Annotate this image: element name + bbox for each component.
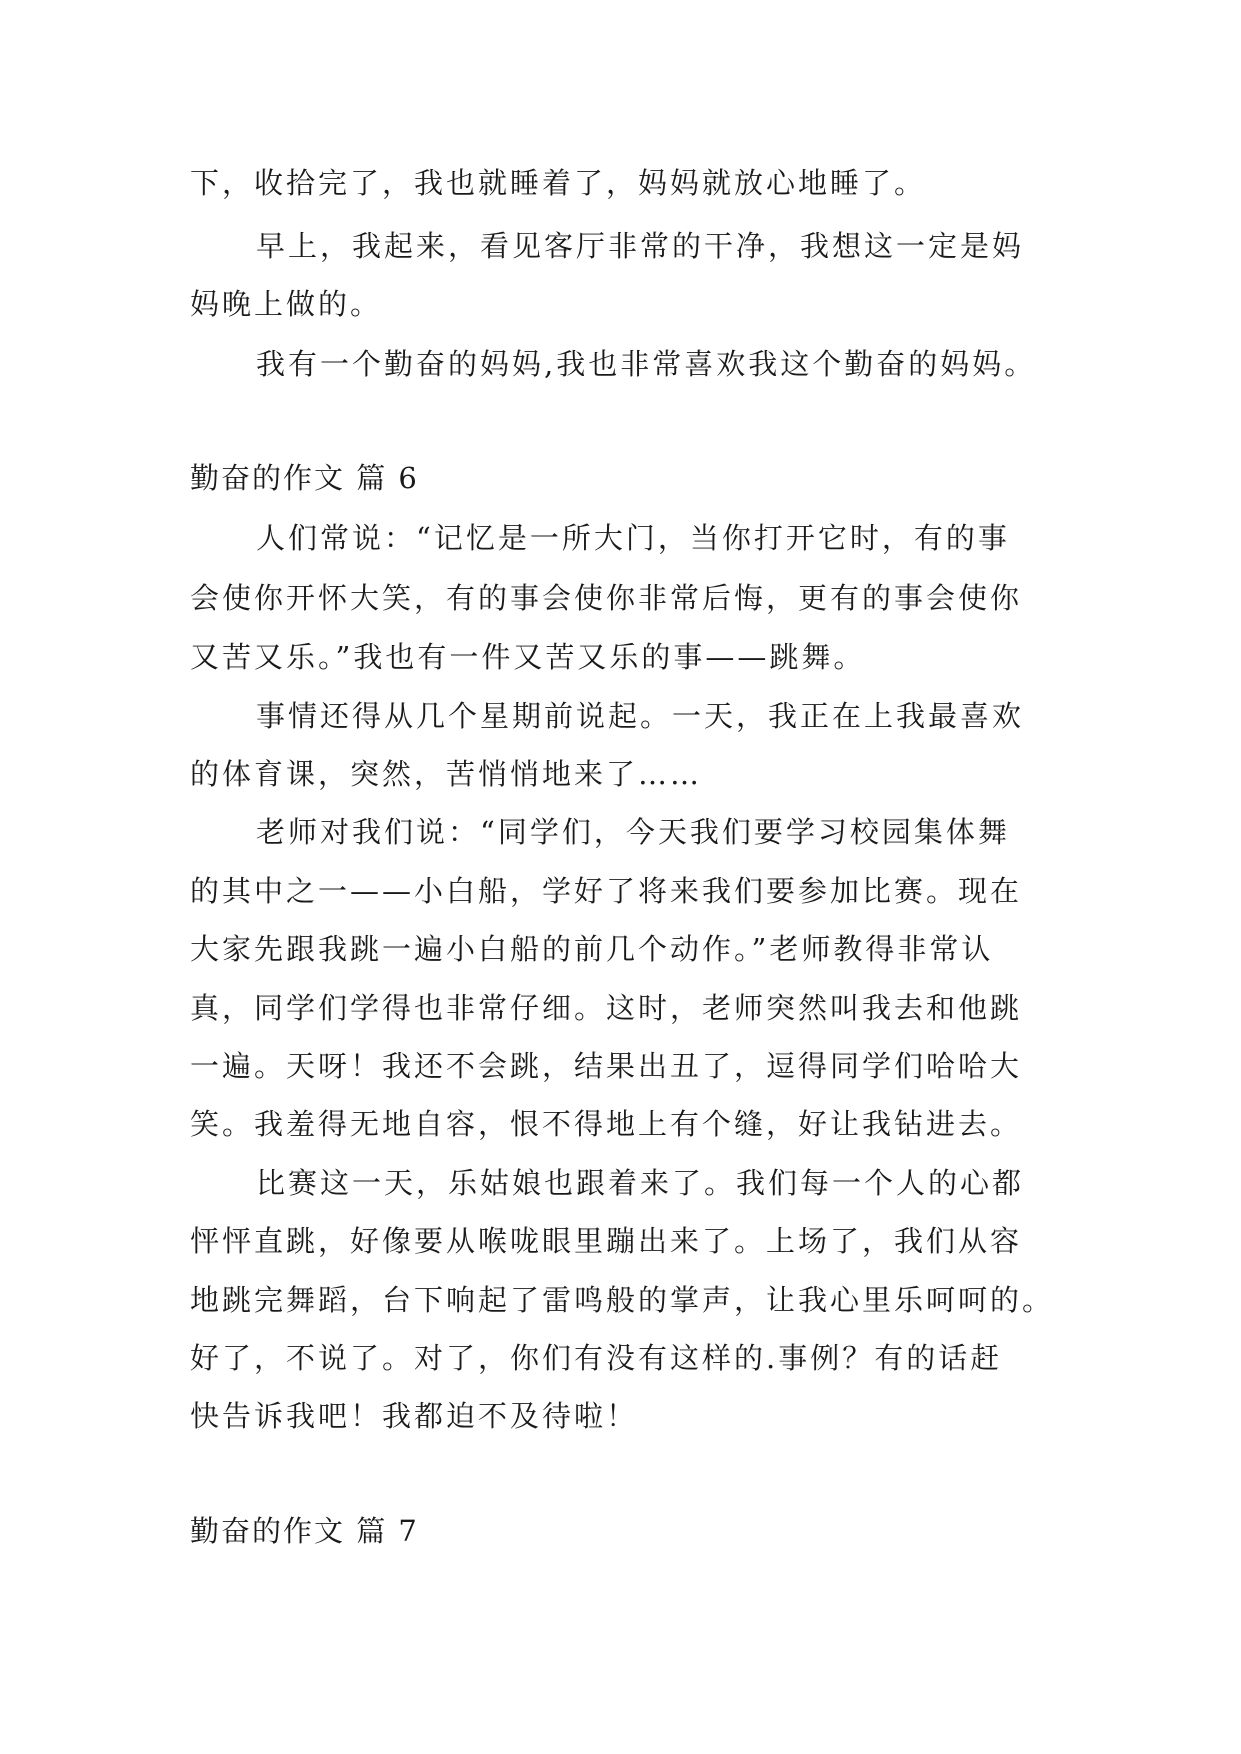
- paragraph-line: 的体育课，突然，苦悄悄地来了……: [190, 757, 703, 791]
- paragraph-line: 又苦又乐。”我也有一件又苦又乐的事——跳舞。: [190, 640, 866, 674]
- paragraph-line: 早上，我起来，看见客厅非常的干净，我想这一定是妈: [256, 229, 1025, 263]
- paragraph-line: 地跳完舞蹈，台下响起了雷鸣般的掌声，让我心里乐呵呵的。: [190, 1283, 1055, 1317]
- paragraph-line: 快告诉我吧！我都迫不及待啦！: [190, 1399, 639, 1433]
- paragraph-line: 真，同学们学得也非常仔细。这时，老师突然叫我去和他跳: [190, 991, 1023, 1025]
- paragraph-line: 一遍。天呀！我还不会跳，结果出丑了，逗得同学们哈哈大: [190, 1049, 1023, 1083]
- paragraph-line: 人们常说：“记忆是一所大门，当你打开它时，有的事: [256, 521, 1010, 555]
- paragraph-line: 比赛这一天，乐姑娘也跟着来了。我们每一个人的心都: [256, 1166, 1025, 1200]
- paragraph-line: 的其中之一——小白船，学好了将来我们要参加比赛。现在: [190, 874, 1023, 908]
- paragraph-line: 会使你开怀大笑，有的事会使你非常后悔，更有的事会使你: [190, 581, 1023, 615]
- paragraph-line: 好了，不说了。对了，你们有没有这样的.事例？有的话赶: [190, 1341, 1003, 1375]
- paragraph-line: 我有一个勤奋的妈妈,我也非常喜欢我这个勤奋的妈妈。: [256, 347, 1037, 381]
- paragraph-line: 下，收拾完了，我也就睡着了，妈妈就放心地睡了。: [190, 166, 927, 200]
- paragraph-line: 老师对我们说：“同学们，今天我们要学习校园集体舞: [256, 815, 1010, 849]
- paragraph-line: 怦怦直跳，好像要从喉咙眼里蹦出来了。上场了，我们从容: [190, 1224, 1023, 1258]
- section-heading: 勤奋的作文 篇 6: [190, 461, 419, 495]
- paragraph-line: 大家先跟我跳一遍小白船的前几个动作。”老师教得非常认: [190, 932, 994, 966]
- paragraph-line: 笑。我羞得无地自容，恨不得地上有个缝，好让我钻进去。: [190, 1107, 1023, 1141]
- paragraph-line: 妈晚上做的。: [190, 287, 383, 321]
- section-heading: 勤奋的作文 篇 7: [190, 1514, 419, 1548]
- paragraph-line: 事情还得从几个星期前说起。一天，我正在上我最喜欢: [256, 699, 1025, 733]
